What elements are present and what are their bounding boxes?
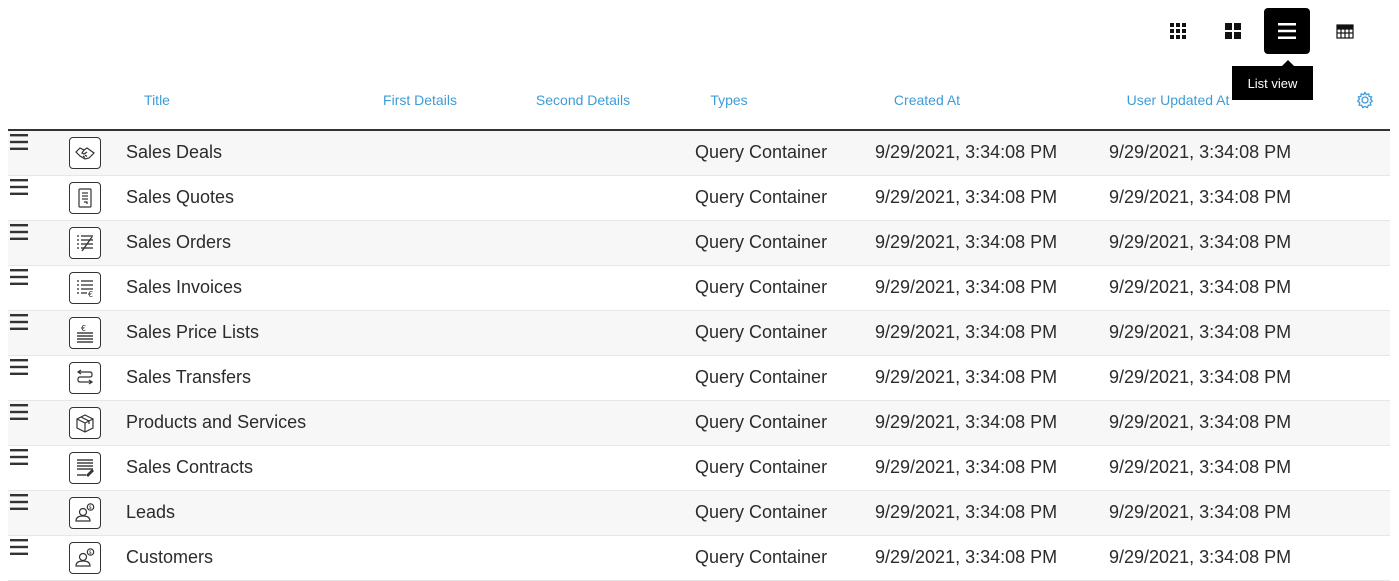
row-menu-icon[interactable] [8, 176, 30, 198]
calendar-view-button[interactable] [1322, 8, 1368, 54]
row-updated-at: 9/29/2021, 3:34:08 PM [1109, 367, 1292, 387]
row-menu-icon[interactable] [8, 536, 30, 558]
customer-person-icon [69, 542, 101, 574]
row-title: Sales Deals [126, 142, 223, 162]
transfer-icon [69, 362, 101, 394]
row-updated-at: 9/29/2021, 3:34:08 PM [1109, 322, 1292, 342]
lead-person-icon [69, 497, 101, 529]
column-header-second-details[interactable]: Second Details [535, 92, 631, 108]
row-created-at: 9/29/2021, 3:34:08 PM [875, 322, 1058, 342]
row-created-at: 9/29/2021, 3:34:08 PM [875, 502, 1058, 522]
row-menu-icon[interactable] [8, 401, 30, 423]
handshake-icon [69, 137, 101, 169]
row-title: Sales Invoices [126, 277, 243, 297]
row-created-at: 9/29/2021, 3:34:08 PM [875, 367, 1058, 387]
row-menu-icon[interactable] [8, 131, 30, 153]
row-type: Query Container [695, 457, 828, 477]
row-title: Customers [126, 547, 214, 567]
row-title: Products and Services [126, 412, 307, 432]
contract-icon [69, 452, 101, 484]
calendar-icon [1336, 23, 1354, 39]
row-type: Query Container [695, 142, 828, 162]
row-created-at: 9/29/2021, 3:34:08 PM [875, 232, 1058, 252]
items-table [8, 131, 1390, 581]
box-icon [69, 407, 101, 439]
row-menu-icon[interactable] [8, 446, 30, 468]
table-row[interactable] [8, 176, 1390, 221]
column-header-first-details[interactable]: First Details [383, 92, 457, 108]
row-updated-at: 9/29/2021, 3:34:08 PM [1109, 547, 1292, 567]
table-row[interactable] [8, 356, 1390, 401]
row-type: Query Container [695, 277, 828, 297]
row-updated-at: 9/29/2021, 3:34:08 PM [1109, 457, 1292, 477]
table-row[interactable] [8, 446, 1390, 491]
row-title: Sales Price Lists [126, 322, 260, 342]
row-type: Query Container [695, 322, 828, 342]
row-menu-icon[interactable] [8, 266, 30, 288]
row-type: Query Container [695, 187, 828, 207]
table-row[interactable] [8, 266, 1390, 311]
row-updated-at: 9/29/2021, 3:34:08 PM [1109, 187, 1292, 207]
row-title: Sales Quotes [126, 187, 235, 207]
table-row[interactable] [8, 311, 1390, 356]
large-grid-view-button[interactable] [1210, 8, 1256, 54]
column-header-title[interactable]: Title [144, 92, 170, 108]
row-type: Query Container [695, 502, 828, 522]
grid-3x3-icon [1169, 22, 1187, 40]
row-created-at: 9/29/2021, 3:34:08 PM [875, 277, 1058, 297]
row-title: Sales Orders [126, 232, 232, 252]
column-header-types[interactable]: Types [710, 92, 748, 108]
gear-icon[interactable] [1355, 90, 1375, 110]
row-created-at: 9/29/2021, 3:34:08 PM [875, 547, 1058, 567]
svg-text:$: $ [88, 505, 92, 511]
row-updated-at: 9/29/2021, 3:34:08 PM [1109, 412, 1292, 432]
row-updated-at: 9/29/2021, 3:34:08 PM [1109, 277, 1292, 297]
list-icon [1277, 21, 1297, 41]
row-created-at: 9/29/2021, 3:34:08 PM [875, 412, 1058, 432]
small-grid-view-button[interactable] [1155, 8, 1201, 54]
view-toolbar [0, 8, 1399, 54]
table-header [0, 86, 1399, 116]
table-row[interactable] [8, 536, 1390, 581]
list-view-tooltip: List view [1232, 66, 1313, 100]
row-title: Sales Transfers [126, 367, 252, 387]
row-type: Query Container [695, 412, 828, 432]
grid-2x2-icon [1224, 22, 1242, 40]
column-header-user-updated-at[interactable]: User Updated At [1126, 92, 1230, 108]
column-header-created-at[interactable]: Created At [893, 92, 961, 108]
row-title: Leads [126, 502, 176, 522]
row-created-at: 9/29/2021, 3:34:08 PM [875, 142, 1058, 162]
row-updated-at: 9/29/2021, 3:34:08 PM [1109, 232, 1292, 252]
table-row[interactable] [8, 131, 1390, 176]
table-row[interactable] [8, 491, 1390, 536]
table-row[interactable] [8, 401, 1390, 446]
table-row[interactable] [8, 221, 1390, 266]
quote-document-icon [69, 182, 101, 214]
row-type: Query Container [695, 367, 828, 387]
svg-text:€: € [88, 290, 94, 299]
row-updated-at: 9/29/2021, 3:34:08 PM [1109, 502, 1292, 522]
row-updated-at: 9/29/2021, 3:34:08 PM [1109, 142, 1292, 162]
row-menu-icon[interactable] [8, 491, 30, 513]
row-created-at: 9/29/2021, 3:34:08 PM [875, 187, 1058, 207]
svg-text:€: € [81, 324, 87, 333]
order-list-icon [69, 227, 101, 259]
list-view-button[interactable] [1264, 8, 1310, 54]
row-type: Query Container [695, 232, 828, 252]
svg-text:$: $ [88, 550, 92, 556]
row-menu-icon[interactable] [8, 311, 30, 333]
row-created-at: 9/29/2021, 3:34:08 PM [875, 457, 1058, 477]
row-menu-icon[interactable] [8, 221, 30, 243]
row-title: Sales Contracts [126, 457, 254, 477]
row-type: Query Container [695, 547, 828, 567]
row-menu-icon[interactable] [8, 356, 30, 378]
invoice-icon [69, 272, 101, 304]
price-list-icon [69, 317, 101, 349]
